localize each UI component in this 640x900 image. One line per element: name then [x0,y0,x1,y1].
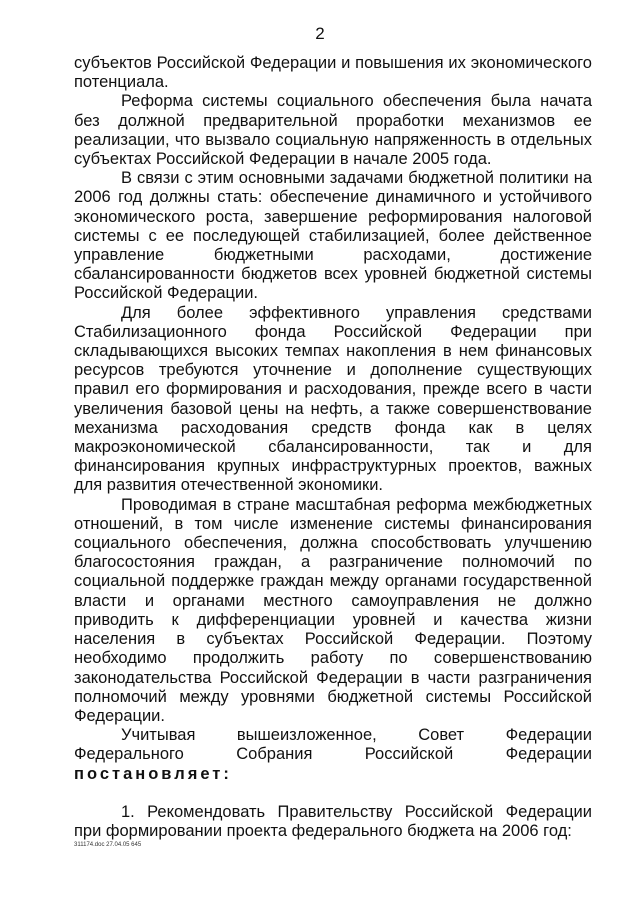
file-code-footer: 311174.doc 27.04.05 645 [74,842,142,848]
resolution-keyword: постановляет: [74,764,232,783]
paragraph-resolution-intro [74,726,592,784]
paragraph-stabilization-fund: Для более эффективного управления средствами Стабилизационного фонда Российской Федерации при складывающихся высоких темпах накопления в нем финансовых ресурсов требуются уточнение и дополнение существующих правил его формирования и расходования, прежде всего в части увеличения базовой цены на нефть, а также совершенствование механизма расходования средств фонда как в целях макроэкономической сбалансированности, так и для финансирования крупных инфраструктурных проектов, важных для развития отечественной экономики. [74,303,592,495]
resolution-intro-text: Учитывая вышеизложенное, Совет Федерации Федерального Собрания Российской Федерации [74,726,592,764]
page-number: 2 [315,24,325,43]
paragraph-interbudget-reform: Проводимая в стране масштабная реформа межбюджетных отношений, в том числе изменение системы финансирования социального обеспечения, должна способствовать улучшению благосостояния граждан, а разграничение полномочий по социальной поддержке граждан между органами государственной власти и органами местного самоуправления не должно приводить к дифференциации уровней и качества жизни населения в субъектах Российской Федерации. Поэтому необходимо продолжить работу по совершенствованию законодательства Российской Федерации в части разграничения полномочий между уровнями бюджетной системы Российской Федерации. [74,495,592,725]
paragraph-recommendation-1: 1. Рекомендовать Правительству Российской Федерации при формировании проекта федерального бюджета на 2006 год: [74,802,592,840]
paragraph-continuation: субъектов Российской Федерации и повышения их экономического потенциала. [74,54,592,92]
document-body [74,54,592,841]
paragraph-budget-tasks: В связи с этим основными задачами бюджетной политики на 2006 год должны стать: обеспечение динамичного и устойчивого экономического роста, завершение реформирования налоговой системы с ее последующей стабилизацией, более действенное управление бюджетными расходами, достижение сбалансированности бюджетов всех уровней бюджетной системы Российской Федерации. [74,169,592,303]
paragraph-social-reform: Реформа системы социального обеспечения была начата без должной предварительной проработки механизмов ее реализации, что вызвало социальную напряженность в отдельных субъектах Российской Федерации в начале 2005 года. [74,92,592,169]
